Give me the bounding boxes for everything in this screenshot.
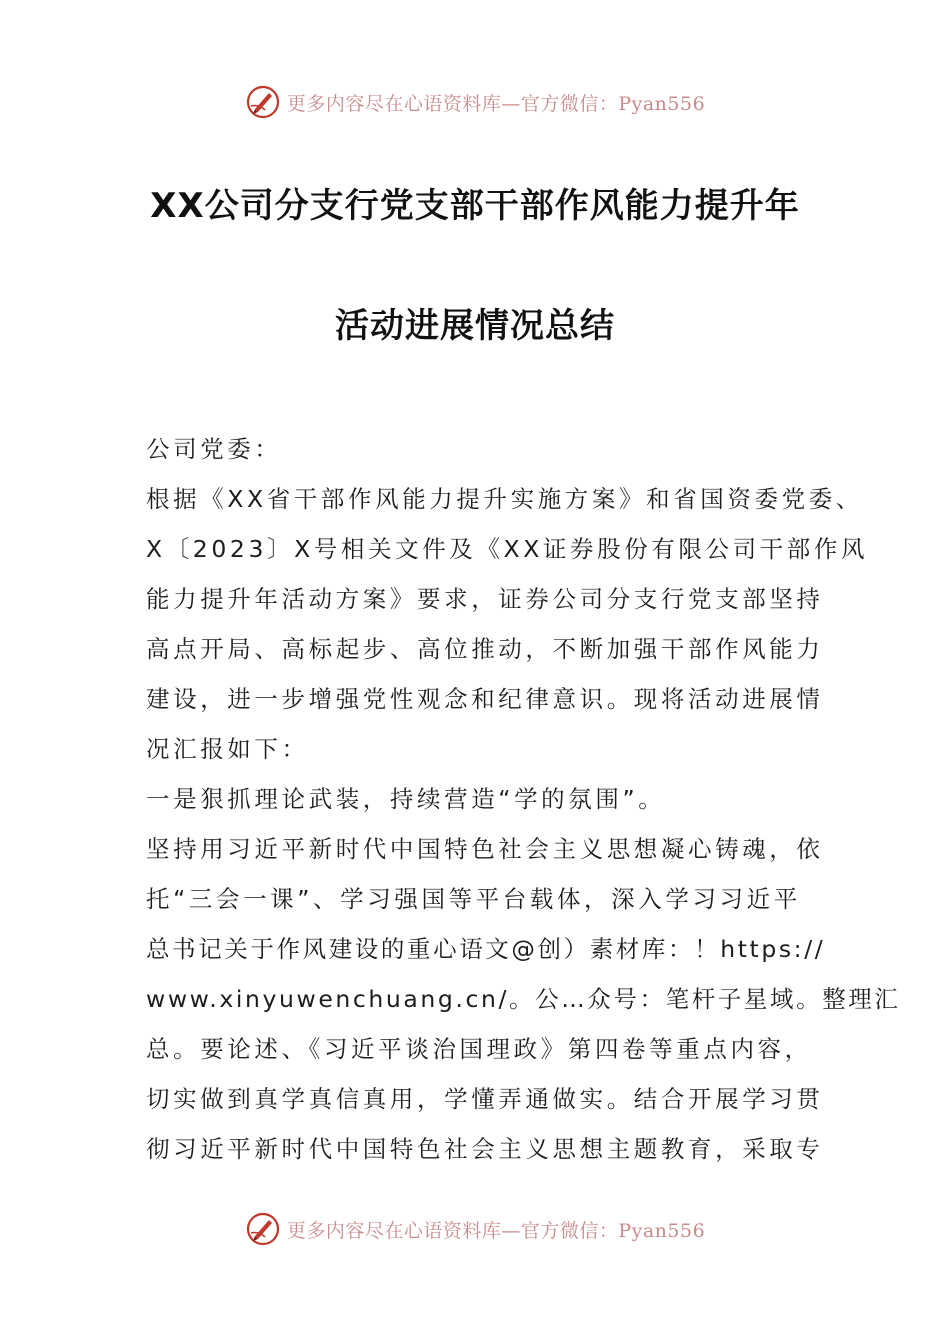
body-line: X〔2023〕X号相关文件及《XX证券股份有限公司干部作风 xyxy=(146,535,869,563)
watermark-banner-top xyxy=(0,82,950,122)
watermark-banner-bottom xyxy=(0,1209,950,1249)
body-line: 彻习近平新时代中国特色社会主义思想主题教育，采取专 xyxy=(146,1135,824,1163)
body-line: 根据《XX省干部作风能力提升实施方案》和省国资委党委、 xyxy=(146,485,863,513)
body-line: 高点开局、高标起步、高位推动，不断加强干部作风能力 xyxy=(146,635,824,663)
watermark-text: 更多内容尽在心语资料库—官方微信：Pyan556 xyxy=(286,1219,706,1242)
body-line: 坚持用习近平新时代中国特色社会主义思想凝心铸魂，依 xyxy=(146,835,824,863)
body-line: 况汇报如下： xyxy=(146,735,309,763)
body-line: www.xinyuwenchuang.cn/。公…众号：笔杆子星域。整理汇 xyxy=(146,985,901,1013)
body-line: 总。要论述、《习近平谈治国理政》第四卷等重点内容， xyxy=(146,1035,812,1063)
document-body xyxy=(146,424,901,1174)
body-line: 公司党委： xyxy=(146,435,282,463)
section-heading: 一是狠抓理论武装，持续营造“学的氛围”。 xyxy=(146,785,666,813)
body-line: 能力提升年活动方案》要求，证券公司分支行党支部坚持 xyxy=(146,585,824,613)
body-line: 建设，进一步增强党性观念和纪律意识。现将活动进展情 xyxy=(146,685,824,713)
document-title-line1: XX公司分支行党支部干部作风能力提升年 xyxy=(150,186,800,226)
body-line: 托“三会一课”、学习强国等平台载体，深入学习习近平 xyxy=(146,885,801,913)
watermark-text: 更多内容尽在心语资料库—官方微信：Pyan556 xyxy=(286,92,706,115)
document-title-line2: 活动进展情况总结 xyxy=(335,306,615,346)
pen-circle-icon xyxy=(245,84,281,120)
body-line: 切实做到真学真信真用，学懂弄通做实。结合开展学习贯 xyxy=(146,1085,824,1113)
body-line: 总书记关于作风建设的重心语文@创）素材库：！https:// xyxy=(146,935,826,963)
pen-circle-icon xyxy=(245,1211,281,1247)
